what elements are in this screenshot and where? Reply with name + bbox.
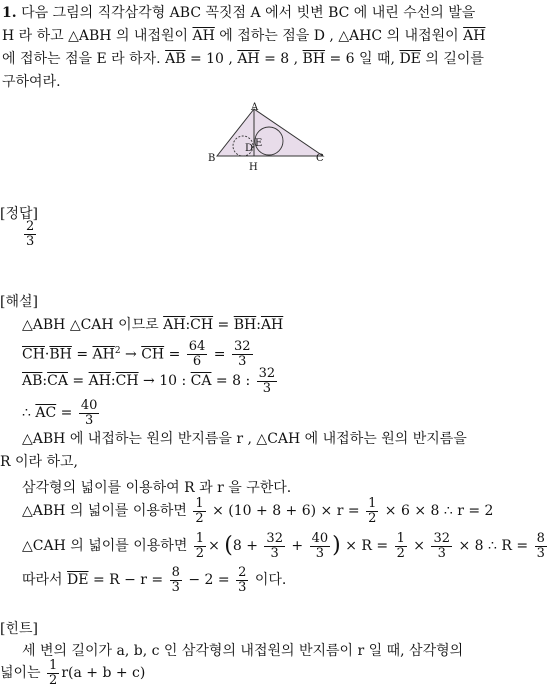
hint-header: [힌트] [0, 621, 38, 637]
problem-text-4: 구하여라. [2, 74, 61, 90]
problem-text-1: 다음 그림의 직각삼각형 ABC 꼭짓점 A 에서 빗변 BC 에 내린 수선의 발을 [21, 5, 476, 21]
label-e: E [255, 138, 263, 149]
solution-line-10: 따라서 $\overline{DE} = R - r$ = $\frac{8}{3}$ − 2 = $\frac{2}{3}$ 이다. [22, 564, 287, 595]
segment-ab: $\overline{AB}$ [165, 51, 186, 67]
triangle-figure [205, 100, 335, 175]
solution-line-9: △CAH 의 넓이를 이용하면 $\frac{1}{2}$ × (8 + $\frac{32}{3}$ + $\frac{40}{3}$ ) × R = $\frac{1}{2}$ × $\frac{32}{3}$ × 8 ∴ R = $\frac{8}{3}$ [22, 530, 545, 561]
solution-line-5: △ABH 에 내접하는 원의 반지름을 r , △CAH 에 내접하는 원의 반지름을 [22, 431, 467, 447]
label-a: A [251, 102, 259, 113]
problem-line-3 [2, 50, 484, 68]
ab-value: = 10 , [189, 51, 233, 67]
problem-text-3b: 의 길이를 [425, 51, 484, 67]
bh-value: = 6 일 때, [329, 51, 395, 67]
problem-text-3a: 에 접하는 점을 E 라 하자. [2, 51, 161, 67]
solution-line-3: $\overline{AB}:\overline{CA}$ = $\overline{AH}:\overline{CH} \to 10$ : $\overline{CA} = 8$ : $\frac{32}{3}$ [22, 365, 276, 396]
segment-bh: $\overline{BH}$ [302, 51, 326, 67]
solution-line-8: △ABH 의 넓이를 이용하면 $\frac{1}{2}$ × (10 + 8 + 6) × r = $\frac{1}{2}$ × 6 × 8 ∴ r = 2 [22, 495, 494, 526]
solution-line-4: ∴ $\overline{AC}$ = $\frac{40}{3}$ [22, 397, 98, 428]
hint-line-1: 세 변의 길이가 a, b, c 인 삼각형의 내접원의 반지름이 r 일 때, 삼각형의 [22, 643, 464, 659]
label-c: C [316, 153, 324, 164]
problem-text-2a: H 라 하고 △ABH 의 내접원이 [2, 28, 189, 44]
segment-ah: $\overline{AH}$ [192, 28, 215, 44]
problem-line-4 [2, 73, 61, 91]
answer-fraction: $\frac{2}{3}$ [26, 219, 35, 249]
hint-line-2: 넓이는 $\frac{1}{2}$ r(a + b + c) [0, 657, 146, 688]
solution-line-1: △ABH △CAH 이므로 $\overline{AH}:\overline{CH}$ = $\overline{BH}:\overline{AH}$ [22, 317, 284, 333]
problem-line-2 [2, 27, 485, 45]
ah-value: = 8 , [264, 51, 299, 67]
solution-line-7: 삼각형의 넓이를 이용하여 R 과 r 을 구한다. [22, 480, 292, 496]
triangle-abc [217, 109, 323, 156]
segment-de: $\overline{DE}$ [399, 51, 421, 67]
problem-number: 1. [2, 5, 17, 21]
problem-text-2b: 에 접하는 점을 D , △AHC 의 내접원이 [219, 28, 459, 44]
problem-line-1 [2, 4, 475, 22]
solution-header: [해설] [0, 294, 38, 310]
solution-line-6: R 이라 하고, [0, 454, 78, 470]
answer-header: [정답] [0, 206, 38, 222]
label-h: H [249, 162, 258, 173]
answer-value [22, 220, 38, 249]
segment-ah: $\overline{AH}$ [237, 51, 260, 67]
segment-ah: $\overline{AH}$ [463, 28, 486, 44]
label-b: B [208, 153, 216, 164]
label-d: D [245, 143, 254, 154]
solution-line-2: $\overline{CH}\cdot\overline{BH} = \overline{AH}^2 \to \overline{CH}$ = $\frac{64}{6}$ = $\frac{32}{3}$ [22, 339, 251, 370]
